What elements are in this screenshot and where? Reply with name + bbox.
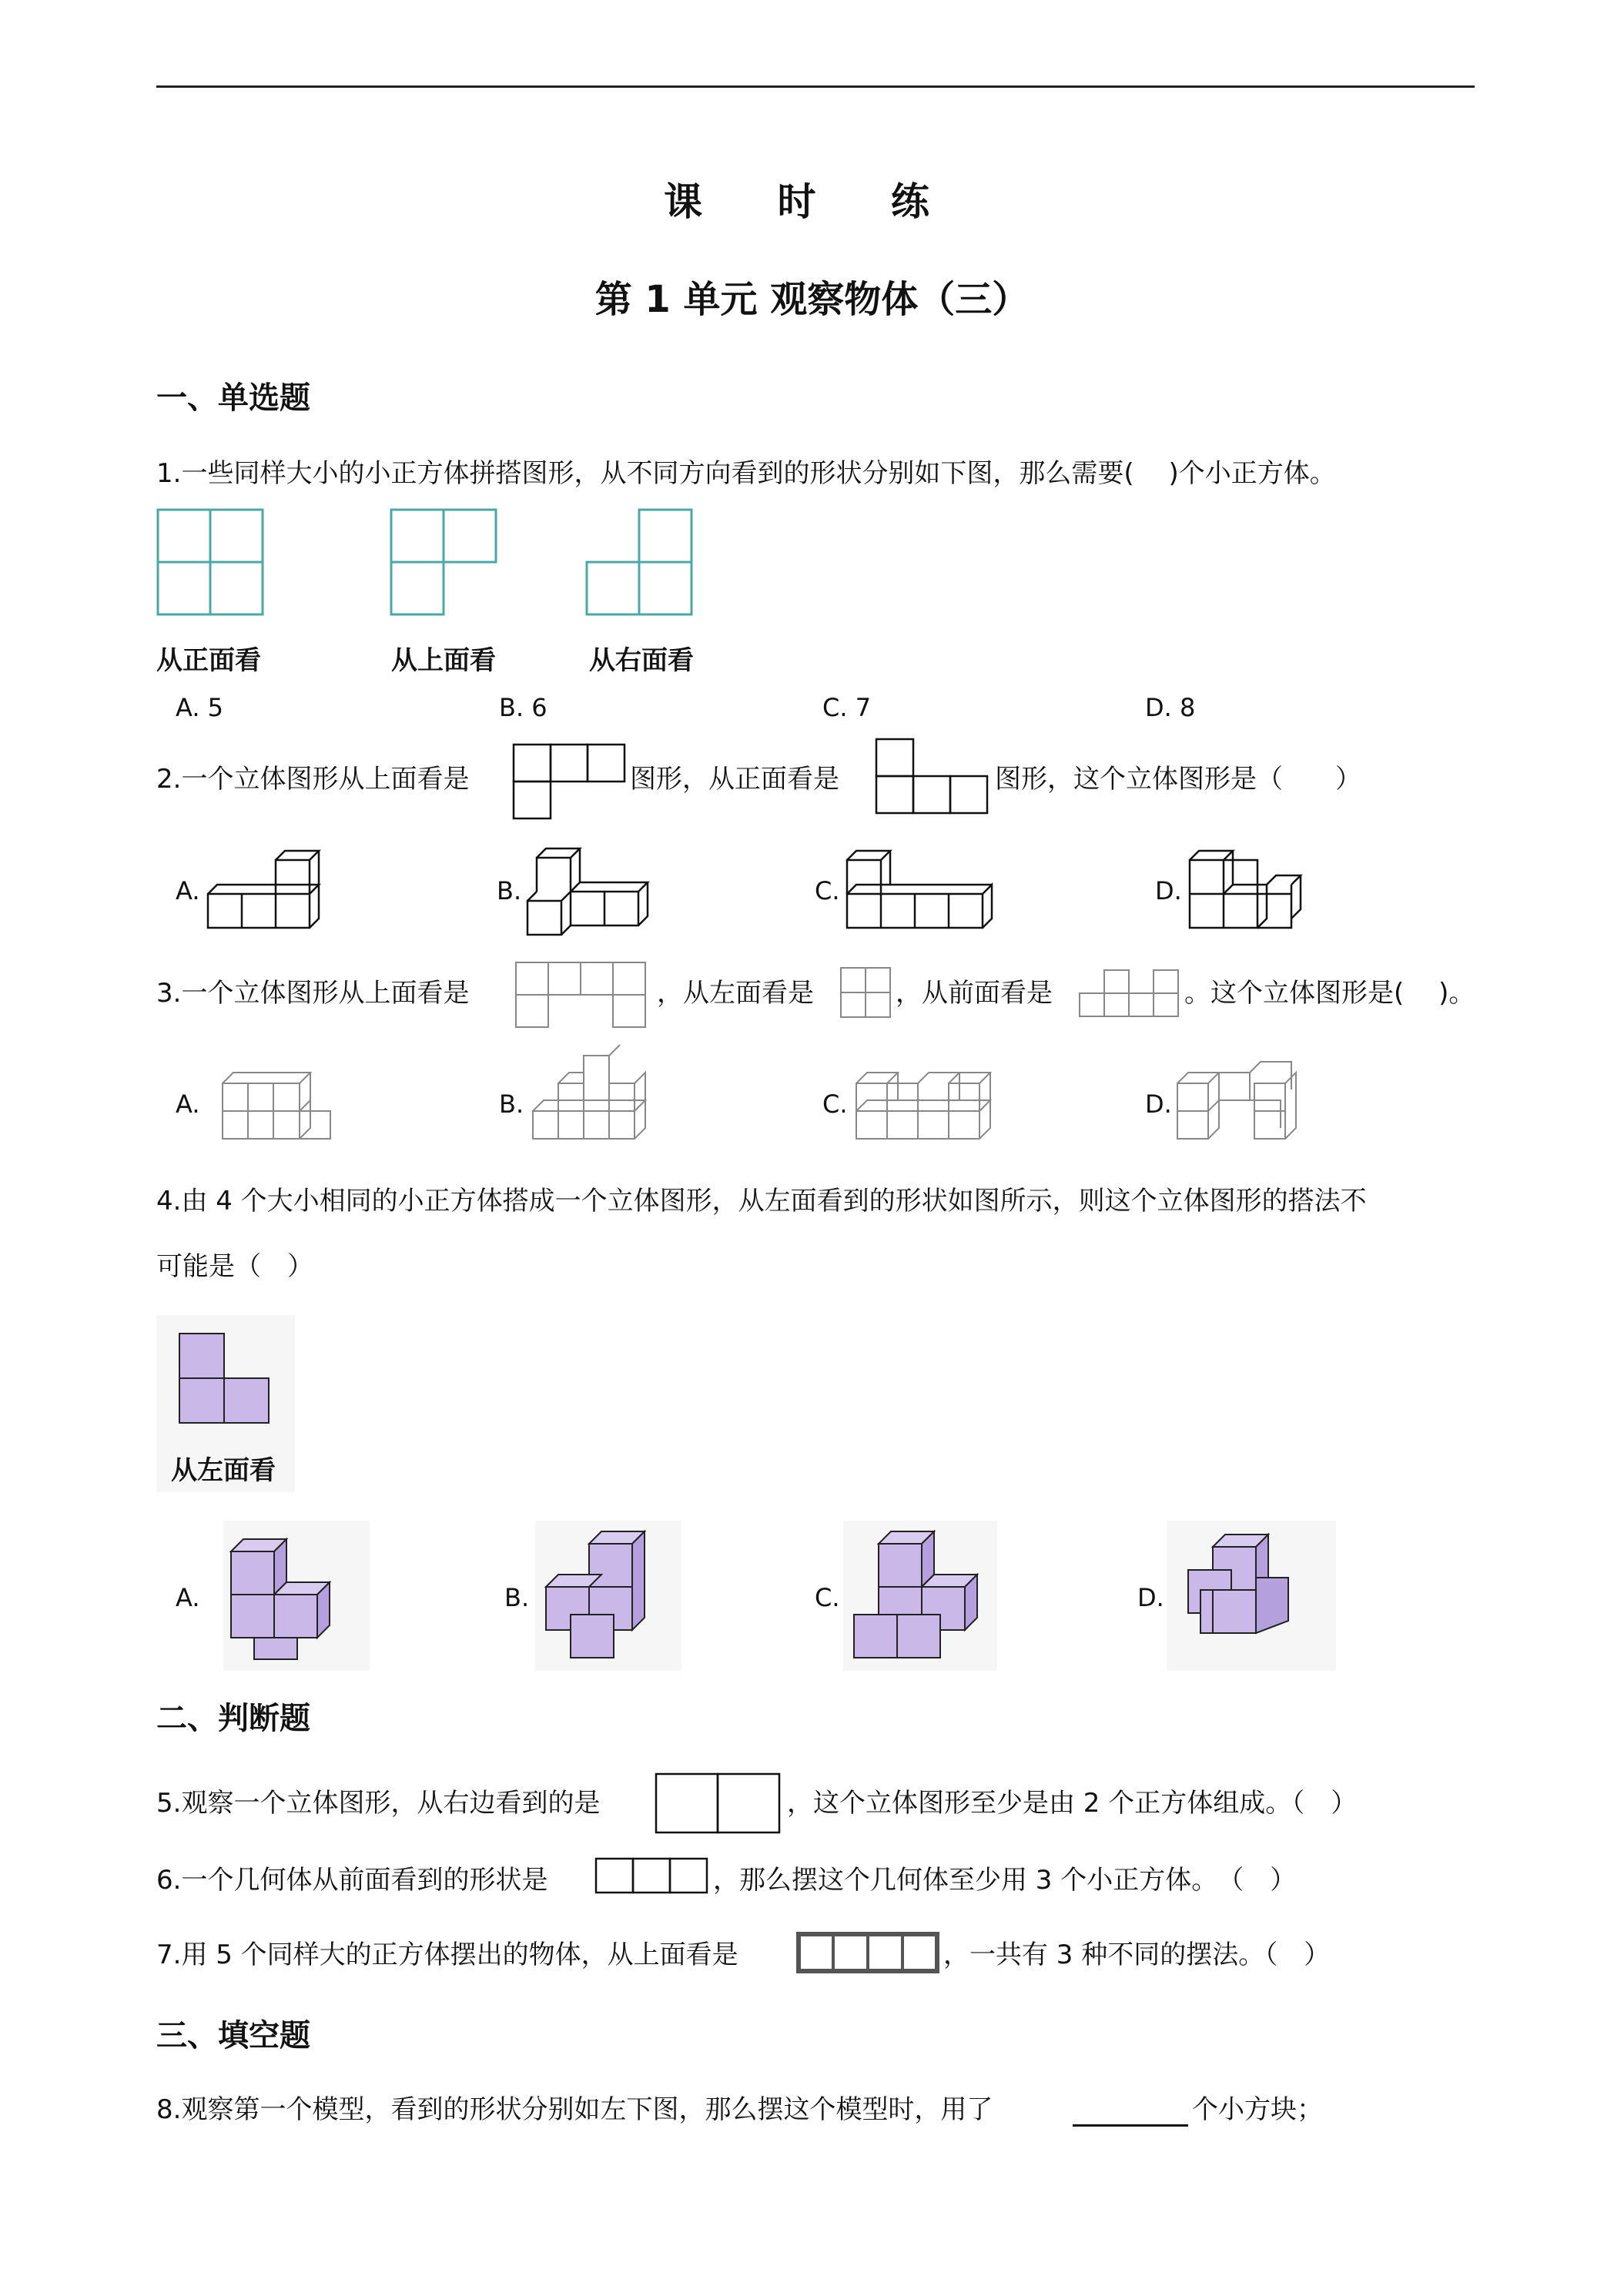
question-8-part2: 个小方块； xyxy=(1192,2094,1323,2125)
q4-option-d-figure xyxy=(1167,1521,1336,1671)
q2-option-a[interactable]: A. xyxy=(176,876,200,905)
question-6-part1: 6.一个几何体从前面看到的形状是 xyxy=(156,1865,548,1896)
q3-option-b-figure xyxy=(530,1051,668,1143)
question-5-part1: 5.观察一个立体图形，从右边看到的是 xyxy=(156,1788,601,1819)
question-1-text: 1.一些同样大小的小正方体拼搭图形，从不同方向看到的形状分别如下图，那么需要( )个小正方体。 xyxy=(156,458,1336,489)
q3-front-view-figure xyxy=(1078,969,1182,1019)
question-2-part2: 图形，从正面看是 xyxy=(630,764,839,795)
q2-front-view-figure xyxy=(875,738,990,815)
q4-option-d[interactable]: D. xyxy=(1137,1583,1164,1612)
question-3-part3: ，从前面看是 xyxy=(896,978,1053,1009)
q3-left-view-figure xyxy=(839,966,893,1020)
q1-caption-front: 从正面看 xyxy=(156,645,261,676)
q2-option-a-figure xyxy=(204,839,335,932)
q3-option-c[interactable]: C. xyxy=(822,1089,848,1119)
q1-caption-top: 从上面看 xyxy=(391,645,496,676)
question-3-part1: 3.一个立体图形从上面看是 xyxy=(156,978,470,1009)
q2-top-view-figure xyxy=(512,743,628,820)
q2-option-b[interactable]: B. xyxy=(497,876,522,905)
q4-option-c[interactable]: C. xyxy=(815,1583,840,1612)
q8-answer-blank[interactable] xyxy=(1073,2100,1188,2127)
q4-option-a[interactable]: A. xyxy=(176,1583,200,1612)
q6-front-view-figure xyxy=(594,1857,710,1896)
q1-option-b[interactable]: B. 6 xyxy=(499,693,547,722)
header-rule xyxy=(156,85,1475,88)
page-subtitle: 第 1 单元 观察物体（三） xyxy=(594,278,1030,321)
q1-option-a[interactable]: A. 5 xyxy=(176,693,224,722)
q2-option-c[interactable]: C. xyxy=(815,876,840,905)
q3-option-b[interactable]: B. xyxy=(499,1089,524,1119)
section-heading: 三、填空题 xyxy=(156,2018,310,2053)
q7-top-view-figure xyxy=(797,1933,939,1973)
q3-top-view-figure xyxy=(514,961,653,1030)
q4-option-a-figure xyxy=(223,1521,370,1671)
section-heading: 一、单选题 xyxy=(156,380,310,416)
q1-option-c[interactable]: C. 7 xyxy=(822,693,872,722)
q3-option-d[interactable]: D. xyxy=(1145,1089,1172,1119)
question-7-part2: ，一共有 3 种不同的摆法。（ ） xyxy=(943,1940,1331,1970)
q2-option-d-figure xyxy=(1186,839,1301,932)
q1-front-view-figure xyxy=(156,508,264,616)
question-3-part4: 。这个立体图形是( )。 xyxy=(1184,978,1475,1009)
question-6-part2: ，那么摆这个几何体至少用 3 个小正方体。 （ ） xyxy=(713,1865,1297,1896)
q3-option-a[interactable]: A. xyxy=(176,1089,200,1119)
q4-option-b[interactable]: B. xyxy=(504,1583,530,1612)
q3-option-c-figure xyxy=(853,1051,1007,1143)
question-3-part2: ，从左面看是 xyxy=(657,978,814,1009)
q4-caption-left: 从左面看 xyxy=(171,1455,276,1486)
question-2-part3: 图形，这个立体图形是（ ） xyxy=(995,764,1361,795)
q1-right-view-figure xyxy=(585,508,693,616)
question-5-part2: ，这个立体图形至少是由 2 个正方体组成。（ ） xyxy=(787,1788,1358,1819)
page-title: 课 时 练 xyxy=(664,179,960,224)
q1-caption-right: 从右面看 xyxy=(589,645,694,676)
q5-right-view-figure xyxy=(655,1772,785,1834)
section-heading: 二、判断题 xyxy=(156,1701,310,1736)
q2-option-d[interactable]: D. xyxy=(1155,876,1182,905)
question-7-part1: 7.用 5 个同样大的正方体摆出的物体，从上面看是 xyxy=(156,1940,738,1970)
q4-option-c-figure xyxy=(843,1521,997,1671)
q1-option-d[interactable]: D. 8 xyxy=(1145,693,1196,722)
q3-option-a-figure xyxy=(219,1066,343,1143)
q1-top-view-figure xyxy=(390,508,497,616)
q3-option-d-figure xyxy=(1174,1051,1313,1143)
question-2-part1: 2.一个立体图形从上面看是 xyxy=(156,764,470,795)
q2-option-b-figure xyxy=(524,839,662,939)
question-4-line1: 4.由 4 个大小相同的小正方体搭成一个立体图形，从左面看到的形状如图所示，则这个立体图形的搭法不 xyxy=(156,1186,1367,1217)
q4-option-b-figure xyxy=(535,1521,681,1671)
question-4-line2: 可能是（ ） xyxy=(156,1251,313,1282)
question-8-part1: 8.观察第一个模型，看到的形状分别如左下图，那么摆这个模型时，用了 xyxy=(156,2094,993,2125)
q2-option-c-figure xyxy=(843,839,1013,932)
